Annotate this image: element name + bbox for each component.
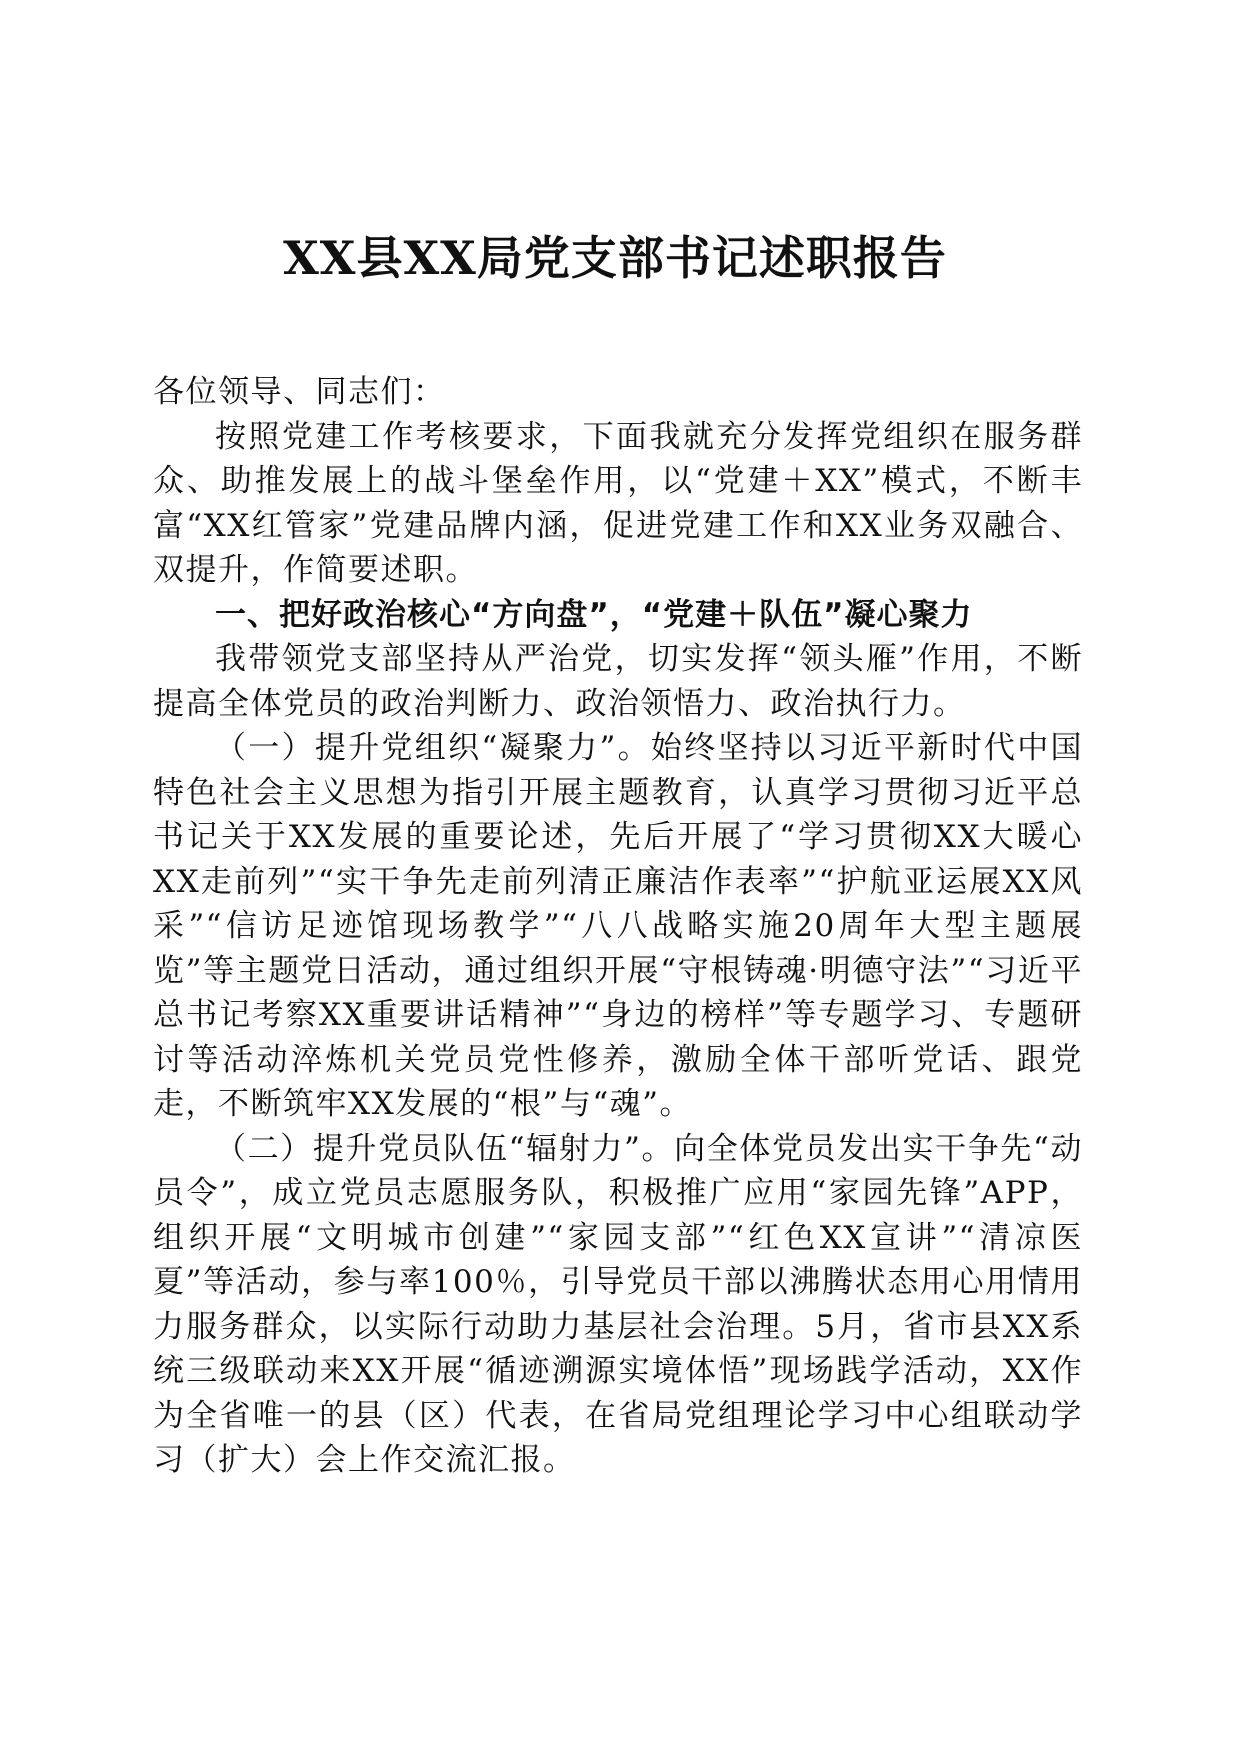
- document-title: XX县XX局党支部书记述职报告: [283, 231, 947, 285]
- document-body: [153, 370, 1083, 1483]
- salutation: 各位领导、同志们：: [153, 374, 446, 410]
- section-heading: 一、把好政治核心“方向盘”，“党建＋队伍”凝心聚力: [215, 596, 973, 633]
- section-item-paragraph: （二）提升党员队伍“辐射力”。向全体党员发出实干争先“动员令”，成立党员志愿服务队，积极推广应用“家园先锋”APP，组织开展“文明城市创建”“家园支部”“红色XX宣讲”“清凉医夏”等活动，参与率100％，引导党员干部以沸腾状态用心用情用力服务群众，以实际行动助力基层社会治理。5月，省市县XX系统三级联动来XX开展“循迹溯源实境体悟”现场践学活动，XX作为全省唯一的县（区）代表，在省局党组理论学习中心组联动学习（扩大）会上作交流汇报。: [153, 1130, 1083, 1478]
- section-lead-paragraph: 我带领党支部坚持从严治党，切实发挥“领头雁”作用，不断提高全体党员的政治判断力、政治领悟力、政治执行力。: [153, 641, 1083, 722]
- intro-paragraph: 按照党建工作考核要求，下面我就充分发挥党组织在服务群众、助推发展上的战斗堡垒作用，以“党建＋XX”模式，不断丰富“XX红管家”党建品牌内涵，促进党建工作和XX业务双融合、双提升，作简要述职。: [153, 418, 1083, 588]
- section-item-paragraph: （一）提升党组织“凝聚力”。始终坚持以习近平新时代中国特色社会主义思想为指引开展主题教育，认真学习贯彻习近平总书记关于XX发展的重要论述，先后开展了“学习贯彻XX大暖心XX走前列”“实干争先走前列清正廉洁作表率”“护航亚运展XX风采”“信访足迹馆现场教学”“八八战略实施20周年大型主题展览”等主题党日活动，通过组织开展“守根铸魂·明德守法”“习近平总书记考察XX重要讲话精神”“身边的榜样”等专题学习、专题研讨等活动淬炼机关党员党性修养，激励全体干部听党话、跟党走，不断筑牢XX发展的“根”与“魂”。: [153, 730, 1083, 1122]
